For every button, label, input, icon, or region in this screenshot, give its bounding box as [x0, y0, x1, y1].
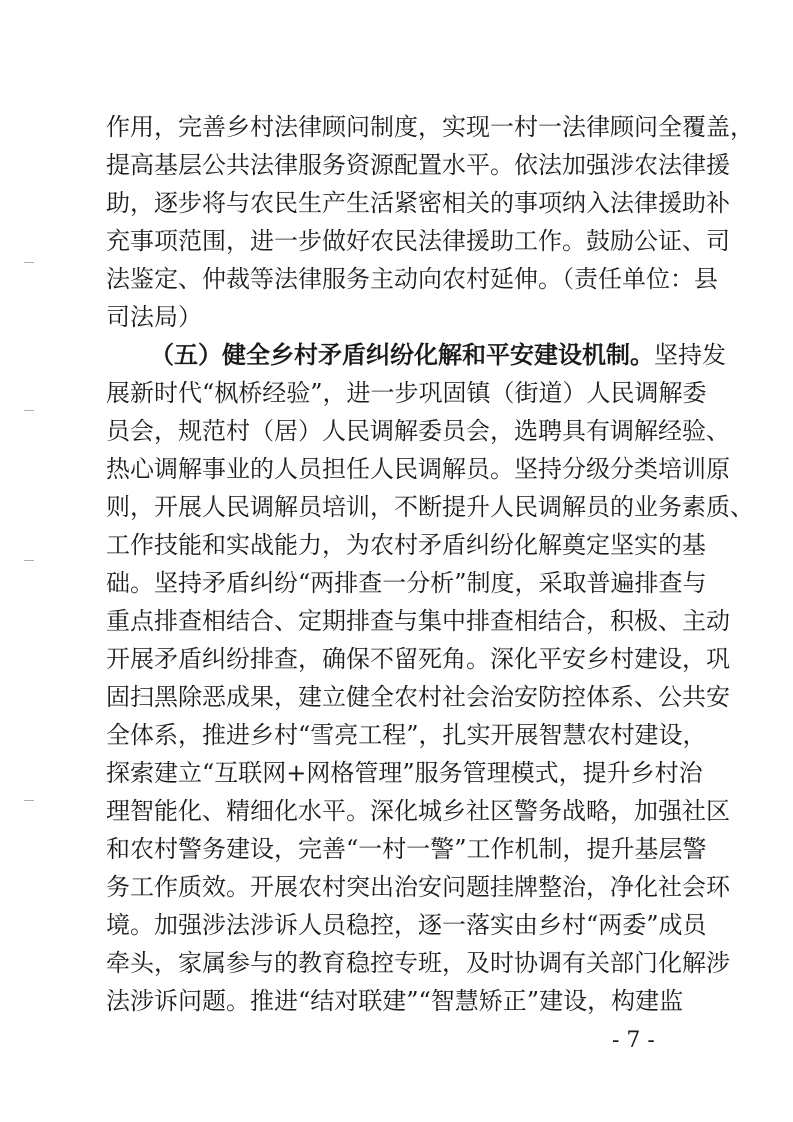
text-line: 提高基层公共法律服务资源配置水平。依法加强涉农法律援	[106, 151, 730, 179]
page-number: - 7 -	[612, 1028, 655, 1053]
text-line: 展新时代“枫桥经验”，进一步巩固镇（街道）人民调解委	[106, 379, 707, 407]
text-line: 重点排查相结合、定期排查与集中排查相结合，积极、主动	[106, 607, 730, 635]
text-line: 和农村警务建设，完善“一村一警”工作机制，提升基层警	[106, 835, 707, 863]
text-line: 员会，规范村（居）人民调解委员会，选聘具有调解经验、	[106, 417, 730, 445]
scan-margin-mark	[24, 262, 34, 263]
text-line: 充事项范围，进一步做好农民法律援助工作。鼓励公证、司	[106, 227, 730, 255]
text-line: 开展矛盾纠纷排查，确保不留死角。深化平安乡村建设，巩	[106, 645, 730, 673]
text-line: 工作技能和实战能力，为农村矛盾纠纷化解奠定坚实的基	[106, 531, 706, 559]
text-line: 法鉴定、仲裁等法律服务主动向农村延伸。（责任单位：县	[106, 265, 718, 293]
scan-margin-mark	[24, 800, 34, 801]
text-line: 理智能化、精细化水平。深化城乡社区警务战略，加强社区	[106, 797, 730, 825]
section-heading-tail: 坚持发	[654, 341, 726, 369]
text-line: 司法局）	[106, 303, 202, 331]
text-line: 固扫黑除恶成果，建立健全农村社会治安防控体系、公共安	[106, 683, 730, 711]
section-heading-line	[150, 336, 726, 374]
scan-margin-mark	[24, 410, 34, 411]
scan-margin-mark	[24, 560, 34, 561]
text-line: 则，开展人民调解员培训，不断提升人民调解员的业务素质、	[106, 493, 754, 521]
text-line: 础。坚持矛盾纠纷“两排查一分析”制度，采取普遍排查与	[106, 569, 707, 597]
text-line: 境。加强涉法涉诉人员稳控，逐一落实由乡村“两委”成员	[106, 911, 707, 939]
text-line: 探索建立“互联网+网格管理”服务管理模式，提升乡村治	[106, 759, 703, 787]
text-line: 助，逐步将与农民生产生活紧密相关的事项纳入法律援助补	[106, 189, 730, 217]
text-line: 热心调解事业的人员担任人民调解员。坚持分级分类培训原	[106, 455, 730, 483]
text-line: 全体系，推进乡村“雪亮工程”，扎实开展智慧农村建设，	[106, 721, 707, 749]
text-line: 作用，完善乡村法律顾问制度，实现一村一法律顾问全覆盖，	[106, 113, 754, 141]
text-line: 法涉诉问题。推进“结对联建”“智慧矫正”建设，构建监	[106, 987, 684, 1015]
text-line: 务工作质效。开展农村突出治安问题挂牌整治，净化社会环	[106, 873, 730, 901]
section-heading: （五）健全乡村矛盾纠纷化解和平安建设机制。	[150, 340, 654, 369]
text-line: 牵头，家属参与的教育稳控专班，及时协调有关部门化解涉	[106, 949, 730, 977]
